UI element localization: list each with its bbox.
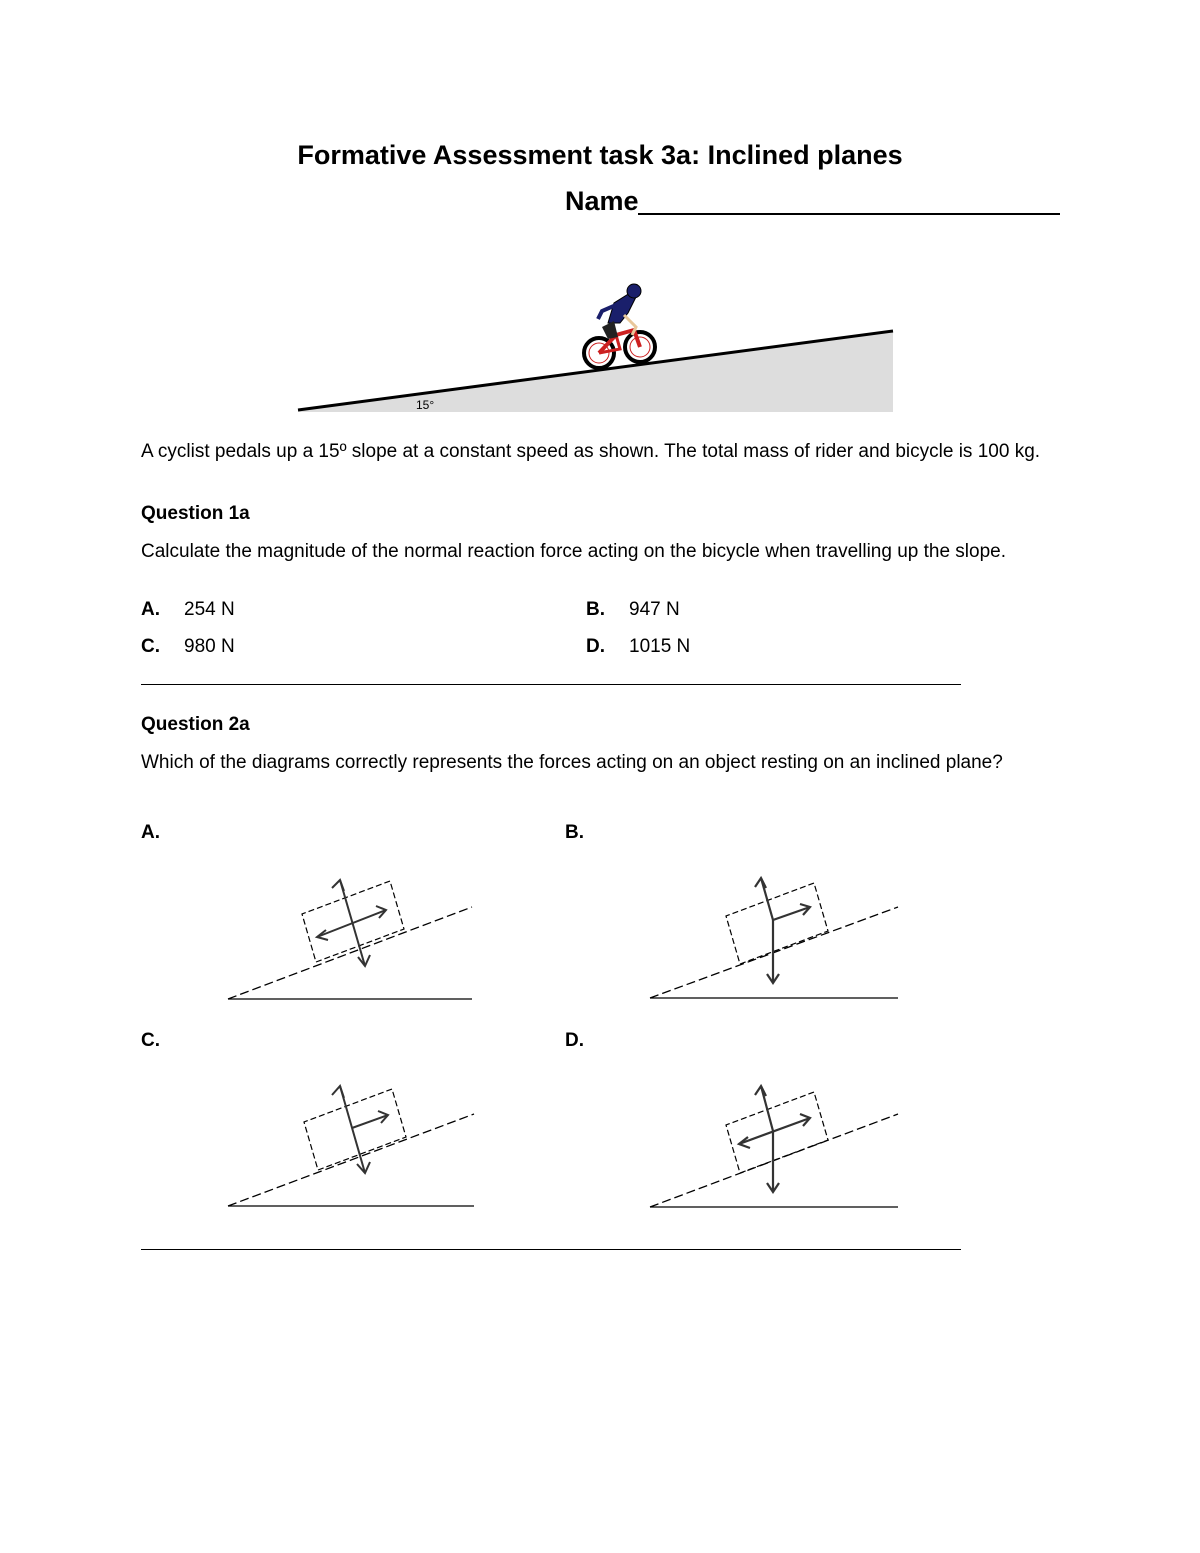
cyclist-icon bbox=[584, 284, 655, 368]
diagram-a[interactable] bbox=[220, 870, 480, 1010]
diagram-b[interactable] bbox=[642, 870, 902, 1010]
option-c-value: 980 N bbox=[184, 636, 235, 657]
option-letter: D. bbox=[586, 636, 605, 657]
angle-label: 15° bbox=[416, 398, 435, 412]
intro-text: A cyclist pedals up a 15º slope at a constant speed as shown. The total mass of rider and bicycle is 100 kg. bbox=[141, 441, 1041, 462]
cyclist-slope-figure bbox=[290, 275, 900, 420]
question-2a-heading: Question 2a bbox=[141, 714, 250, 735]
question-1a-heading: Question 1a bbox=[141, 503, 250, 524]
option-b[interactable] bbox=[586, 599, 605, 621]
diagram-a-label[interactable]: A. bbox=[141, 822, 160, 843]
option-a[interactable] bbox=[141, 599, 160, 621]
divider bbox=[141, 684, 961, 685]
option-d-value: 1015 N bbox=[629, 636, 691, 657]
page-title: Formative Assessment task 3a: Inclined planes bbox=[297, 140, 903, 170]
diagram-c[interactable] bbox=[220, 1078, 480, 1218]
option-d[interactable] bbox=[586, 636, 605, 658]
diagram-d[interactable] bbox=[642, 1078, 902, 1218]
divider bbox=[141, 1249, 961, 1250]
question-1a-prompt: Calculate the magnitude of the normal reaction force acting on the bicycle when travelling up the slope. bbox=[141, 541, 1007, 562]
question-2a-prompt: Which of the diagrams correctly represents the forces acting on an object resting on an inclined plane? bbox=[141, 752, 1003, 773]
option-a-value: 254 N bbox=[184, 599, 235, 620]
option-letter: A. bbox=[141, 599, 160, 620]
option-letter: C. bbox=[141, 636, 160, 657]
option-b-value: 947 N bbox=[629, 599, 680, 620]
diagram-d-label[interactable]: D. bbox=[565, 1030, 584, 1051]
name-label: Name bbox=[565, 186, 639, 216]
option-c[interactable] bbox=[141, 636, 160, 658]
option-letter: B. bbox=[586, 599, 605, 620]
diagram-b-label[interactable]: B. bbox=[565, 822, 584, 843]
name-field-line[interactable] bbox=[638, 213, 1060, 215]
diagram-c-label[interactable]: C. bbox=[141, 1030, 160, 1051]
